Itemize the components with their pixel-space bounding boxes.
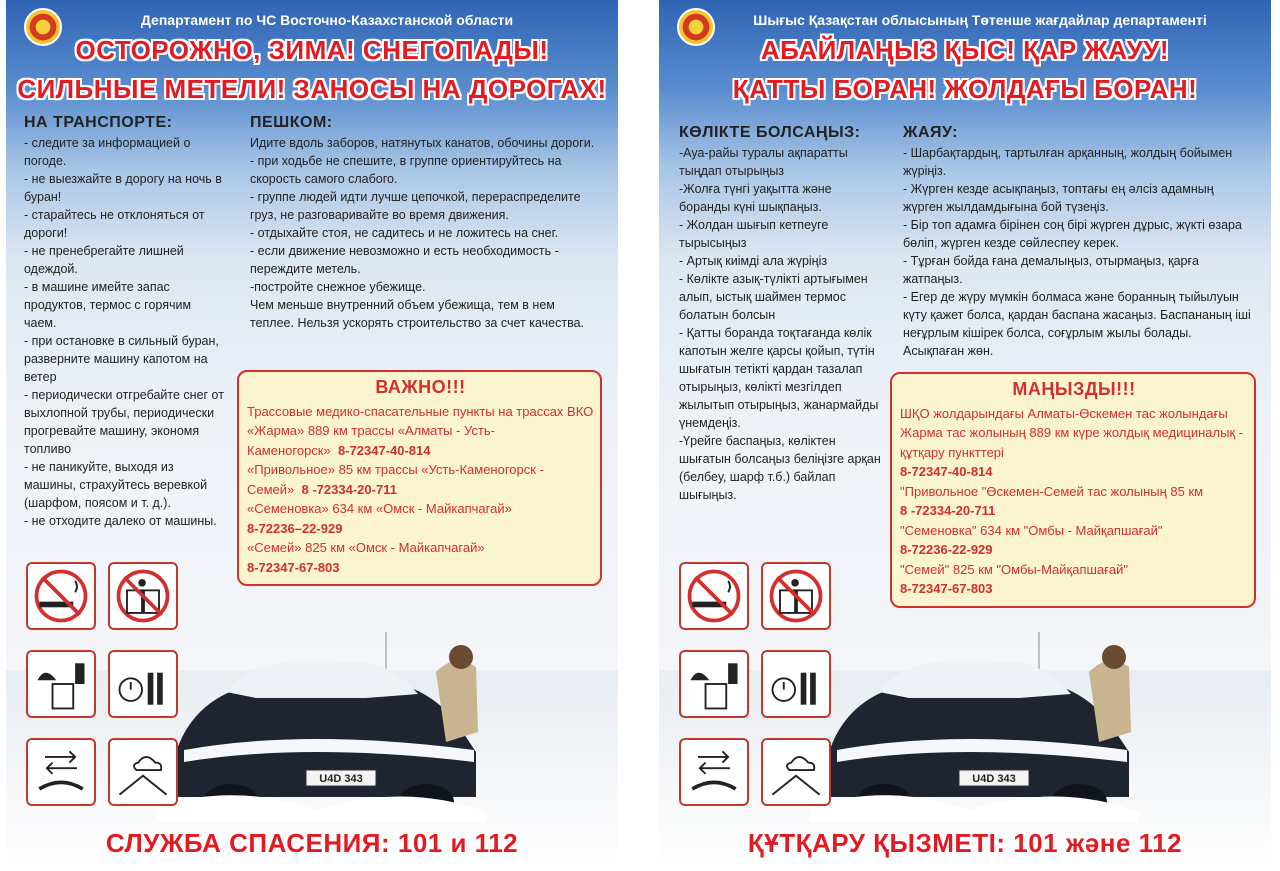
walking-column — [250, 114, 602, 332]
list-item: -Үрейге баспаңыз, көліктен шығатын болсаңыз беліңізге арқан (белбеу, шарф т.б.) байлап шығыңыз. — [679, 434, 881, 502]
list-item: - периодически отгребайте снег от выхлопной трубы, периодически прогревайте машину, экономя топливо — [24, 388, 224, 456]
snow-shelter-icon — [108, 738, 178, 806]
rescue-service-footer: ҚҰТҚАРУ ҚЫЗМЕТІ: 101 және 112 — [747, 828, 1183, 858]
list-item: - следите за информацией о погоде. — [24, 136, 191, 168]
list-item: - Жүрген кезде асықпаңыз, топтағы ең әлсіз адамның жүрген жылдамдығына бой түзеңіз. — [903, 182, 1214, 214]
important-text: ШҚО жолдарындағы Алматы-Өскемен тас жолындағы Жарма тас жолының 889 км күре жолдық медициналық - құтқару пункттері — [900, 405, 1244, 460]
transport-title: КӨЛІКТЕ БОЛСАҢЫЗ: — [679, 124, 861, 141]
heater-clock-icon — [108, 650, 178, 718]
phone-number: 8-72236–22-929 — [247, 520, 343, 536]
warm-clothes-icon — [679, 650, 749, 718]
list-item: - старайтесь не отклоняться от дороги! — [24, 208, 205, 240]
phone-number: 8 -72334-20-711 — [900, 503, 996, 518]
walking-title: ПЕШКОМ: — [250, 114, 333, 131]
headline-1: ОСТОРОЖНО, ЗИМА! СНЕГОПАДЫ! — [75, 35, 549, 65]
list-item: - при остановке в сильный буран, разверните машину капотом на ветер — [24, 334, 219, 384]
rescue-service-footer: СЛУЖБА СПАСЕНИЯ: 101 и 112 — [105, 828, 519, 858]
list-item: - при ходьбе не спешите, в группе ориентируйтесь на скорость самого слабого. — [250, 154, 562, 186]
license-plate: U4D 343 — [319, 773, 363, 785]
list-item: Идите вдоль заборов, натянутых канатов, обочины дороги. — [250, 136, 595, 150]
no-alcohol-icon — [108, 562, 178, 630]
important-text: «Семей» 825 км «Омск - Майкапчагай» — [247, 540, 485, 555]
list-item: - Қатты боранда тоқтағанда көлік капотын желге қарсы қойып, түтін шығатын тетікті қардан тазалап отырыңыз, көлікті мезгілдеп жылытып отырыңыз, жанармайды үнемдеңіз. — [679, 326, 879, 430]
list-item: - не отходите далеко от машины. — [24, 514, 217, 528]
phone-number: 8-72347-40-814 — [900, 464, 993, 479]
important-text: "Привольное "Өскемен-Семей тас жолының 85 км — [900, 483, 1204, 499]
department-title: Шығыс Қазақстан облысының Төтенше жағдайлар департаменті — [753, 12, 1207, 28]
important-text: "Семеновка" 634 км "Омбы - Майқапшағай" — [900, 522, 1163, 538]
list-item: - отдыхайте стоя, не садитесь и не ложитесь на снег. — [250, 226, 559, 240]
list-item: - если движение невозможно и есть необходимость - переждите метель. — [250, 244, 559, 276]
list-item: -Жолға түнгі уақытта және боранды күні шықпаңыз. — [679, 182, 832, 214]
help-each-other-icon — [26, 738, 96, 806]
important-box — [890, 372, 1256, 608]
important-title: МАҢЫЗДЫ!!! — [1012, 379, 1136, 399]
list-item: - Шарбақтардың, тартылған арқанның, жолдың бойымен жүріңіз. — [903, 146, 1233, 178]
headline-2: СИЛЬНЫЕ МЕТЕЛИ! ЗАНОСЫ НА ДОРОГАХ! — [17, 74, 607, 104]
list-item: - не выезжайте в дорогу на ночь в буран! — [24, 172, 222, 204]
help-each-other-icon — [679, 738, 749, 806]
list-item: - Жолдан шығып кетпеуге тырысыңыз — [679, 218, 829, 250]
important-text: «Семеновка» 634 км «Омск - Майкапчагай» — [247, 501, 512, 516]
department-title: Департамент по ЧС Восточно-Казахстанской области — [140, 12, 514, 28]
walking-title: ЖАЯУ: — [903, 124, 958, 141]
phone-number: 8-72347-67-803 — [900, 581, 993, 596]
car-in-snow-image — [809, 632, 1139, 822]
list-item: - Тұрған бойда ғана демалыңыз, отырмаңыз, қарға жатпаңыз. — [903, 254, 1199, 286]
list-item: - группе людей идти лучше цепочкой, перераспределите груз, не разговаривайте во время движения. — [250, 190, 581, 222]
list-item: - Көлікте азық-түлікті артығымен алып, ыстық шаймен термос болатын болсын — [679, 272, 868, 322]
list-item: - Артық киімді ала жүріңіз — [679, 254, 828, 268]
transport-title: НА ТРАНСПОРТЕ: — [24, 114, 173, 131]
important-text: Трассовые медико-спасательные пункты на трассах ВКО «Жарма» 889 км трассы «Алматы - Усть-Каменогорск» — [247, 403, 594, 458]
no-smoking-icon — [679, 562, 749, 630]
important-text: «Привольное» 85 км трассы «Усть-Каменогорск - Семей» — [247, 462, 544, 497]
license-plate: U4D 343 — [972, 773, 1016, 785]
important-title: ВАЖНО!!! — [375, 377, 466, 397]
list-item: - Егер де жүру мүмкін болмаса және боранның тыйылуын күту қажет болса, қардан баспана жасаңыз. Баспананың іші неғұрлым кішірек болса, соғұрлым жылы болады. Асықпаған жөн. — [903, 290, 1251, 358]
list-item: -Ауа-райы туралы ақпаратты тыңдап отырыңыз — [679, 146, 848, 178]
no-alcohol-icon — [761, 562, 831, 630]
poster-kazakh — [659, 0, 1271, 871]
car-in-snow-image — [156, 632, 486, 822]
transport-column — [679, 124, 884, 504]
phone-number: 8-72236-22-929 — [900, 542, 993, 557]
list-item: - Бір топ адамға бірінен соң бірі жүрген дұрыс, жүкті өзара бөліп, жүрген кезде сөйлеспеу керек. — [903, 218, 1242, 250]
phone-number: 8-72347-67-803 — [247, 559, 340, 575]
list-item: - не паникуйте, выходя из машины, страхуйтесь веревкой (шарфом, поясом и т. д.). — [24, 460, 208, 510]
transport-column — [24, 114, 224, 530]
list-item: Чем меньше внутренний объем убежища, тем в нем теплее. Нельзя ускорять строительство за счет качества. — [250, 298, 584, 330]
headline-1: АБАЙЛАҢЫЗ ҚЫС! ҚАР ЖАУУ! — [760, 35, 1170, 65]
snow-shelter-icon — [761, 738, 831, 806]
poster-russian — [6, 0, 618, 871]
list-item: - в машине имейте запас продуктов, термос с горячим чаем. — [24, 280, 192, 330]
headline-2: ҚАТТЫ БОРАН! ЖОЛДАҒЫ БОРАН! — [732, 74, 1198, 104]
heater-clock-icon — [761, 650, 831, 718]
phone-number: 8 -72334-20-711 — [301, 481, 397, 497]
walking-column — [903, 124, 1255, 360]
list-item: - не пренебрегайте лишней одеждой. — [24, 244, 184, 276]
important-text: "Семей" 825 км "Омбы-Майқапшағай" — [900, 561, 1128, 577]
important-box — [237, 370, 602, 586]
warm-clothes-icon — [26, 650, 96, 718]
list-item: -постройте снежное убежище. — [250, 280, 426, 294]
no-smoking-icon — [26, 562, 96, 630]
phone-number: 8-72347-40-814 — [337, 442, 431, 458]
